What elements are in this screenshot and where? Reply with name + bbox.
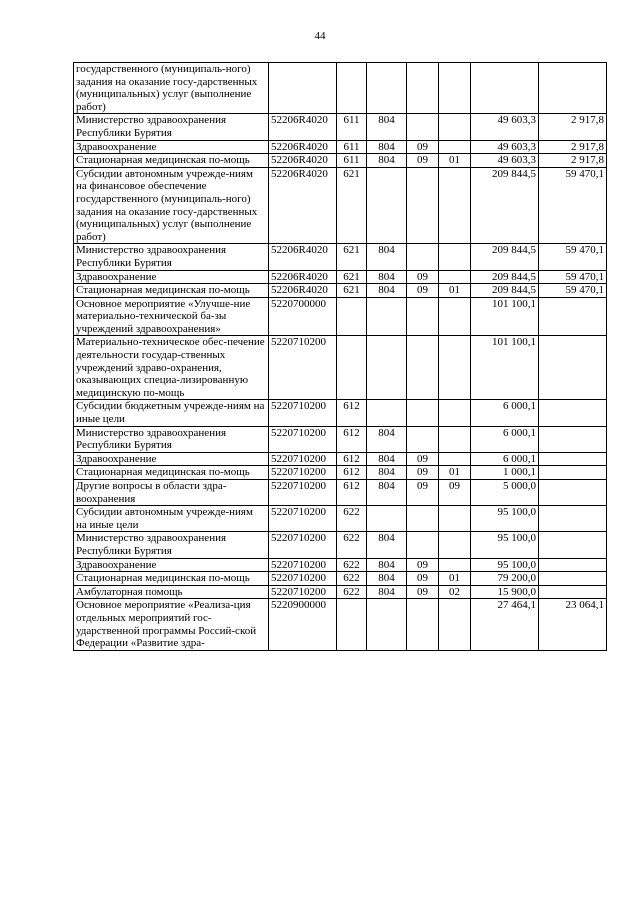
cell-target-article: 52206R4020: [269, 154, 337, 168]
cell-ministry-code: [367, 599, 407, 650]
cell-name: Министерство здравоохранения Республики Бурятия: [74, 114, 269, 140]
cell-section: [407, 336, 439, 400]
cell-name: Стационарная медицинская по-мощь: [74, 572, 269, 586]
cell-name: Субсидии бюджетным учрежде-ниям на иные цели: [74, 400, 269, 426]
cell-target-article: 5220710200: [269, 426, 337, 452]
cell-expense-type: [337, 599, 367, 650]
cell-name: Стационарная медицинская по-мощь: [74, 284, 269, 298]
cell-expense-type: 621: [337, 244, 367, 270]
cell-ministry-code: 804: [367, 270, 407, 284]
cell-target-article: 52206R4020: [269, 284, 337, 298]
cell-name: Субсидии автономным учрежде-ниям на финансовое обеспечение государственного (муниципаль-ного) задания на оказание госу-дарственных (муниципальных) услуг (выполнение работ): [74, 167, 269, 244]
cell-name: Амбулаторная помощь: [74, 585, 269, 599]
table-body: [74, 63, 607, 651]
cell-amount: 95 100,0: [471, 532, 539, 558]
table-row: [74, 400, 607, 426]
cell-amount: 6 000,1: [471, 452, 539, 466]
cell-expense-type: 612: [337, 400, 367, 426]
cell-section: 09: [407, 558, 439, 572]
table-row: [74, 297, 607, 336]
cell-target-article: 52206R4020: [269, 270, 337, 284]
cell-section: 09: [407, 480, 439, 506]
cell-target-article: 5220710200: [269, 585, 337, 599]
cell-name: Министерство здравоохранения Республики Бурятия: [74, 244, 269, 270]
cell-amount-federal: 59 470,1: [539, 270, 607, 284]
cell-expense-type: [337, 336, 367, 400]
cell-section: [407, 426, 439, 452]
cell-amount: 101 100,1: [471, 336, 539, 400]
cell-subsection: 02: [439, 585, 471, 599]
table-row: [74, 480, 607, 506]
cell-amount: 1 000,1: [471, 466, 539, 480]
cell-subsection: [439, 452, 471, 466]
cell-ministry-code: 804: [367, 480, 407, 506]
cell-amount-federal: [539, 63, 607, 114]
cell-subsection: [439, 426, 471, 452]
cell-amount-federal: [539, 572, 607, 586]
cell-subsection: [439, 140, 471, 154]
cell-expense-type: [337, 63, 367, 114]
cell-ministry-code: [367, 336, 407, 400]
cell-amount: 95 100,0: [471, 558, 539, 572]
cell-amount-federal: 2 917,8: [539, 114, 607, 140]
table-row: [74, 426, 607, 452]
cell-ministry-code: [367, 506, 407, 532]
cell-target-article: 5220710200: [269, 480, 337, 506]
cell-name: Стационарная медицинская по-мощь: [74, 154, 269, 168]
table-row: [74, 114, 607, 140]
cell-expense-type: 621: [337, 284, 367, 298]
cell-target-article: 52206R4020: [269, 114, 337, 140]
cell-target-article: 5220710200: [269, 558, 337, 572]
cell-ministry-code: 804: [367, 558, 407, 572]
cell-name: Основное мероприятие «Улучше-ние материально-технической ба-зы учреждений здравоохранения»: [74, 297, 269, 336]
table-row: [74, 558, 607, 572]
cell-ministry-code: 804: [367, 466, 407, 480]
cell-amount-federal: 59 470,1: [539, 284, 607, 298]
cell-amount: [471, 63, 539, 114]
cell-section: 09: [407, 154, 439, 168]
cell-amount-federal: 2 917,8: [539, 154, 607, 168]
cell-target-article: 5220900000: [269, 599, 337, 650]
cell-ministry-code: [367, 167, 407, 244]
cell-name: Здравоохранение: [74, 140, 269, 154]
cell-name: Основное мероприятие «Реализа-ция отдельных мероприятий гос-ударственной программы Россий-ской Федерации «Развитие здра-: [74, 599, 269, 650]
cell-expense-type: 612: [337, 426, 367, 452]
cell-section: [407, 599, 439, 650]
cell-amount: 6 000,1: [471, 400, 539, 426]
cell-section: 09: [407, 585, 439, 599]
cell-amount-federal: [539, 558, 607, 572]
cell-ministry-code: [367, 63, 407, 114]
cell-name: Министерство здравоохранения Республики Бурятия: [74, 426, 269, 452]
cell-target-article: 5220710200: [269, 452, 337, 466]
table-row: [74, 572, 607, 586]
cell-amount: 15 900,0: [471, 585, 539, 599]
cell-target-article: 5220710200: [269, 400, 337, 426]
cell-subsection: [439, 244, 471, 270]
cell-subsection: [439, 270, 471, 284]
cell-expense-type: 612: [337, 466, 367, 480]
cell-amount-federal: [539, 466, 607, 480]
cell-subsection: [439, 167, 471, 244]
cell-amount: 49 603,3: [471, 114, 539, 140]
cell-amount-federal: [539, 297, 607, 336]
cell-amount: 5 000,0: [471, 480, 539, 506]
cell-name: Субсидии автономным учрежде-ниям на иные цели: [74, 506, 269, 532]
cell-section: 09: [407, 270, 439, 284]
cell-section: [407, 244, 439, 270]
cell-target-article: 5220710200: [269, 572, 337, 586]
cell-section: [407, 532, 439, 558]
table-row: [74, 63, 607, 114]
cell-section: 09: [407, 452, 439, 466]
cell-section: 09: [407, 284, 439, 298]
cell-subsection: [439, 297, 471, 336]
cell-amount-federal: 2 917,8: [539, 140, 607, 154]
cell-ministry-code: 804: [367, 572, 407, 586]
cell-amount-federal: [539, 480, 607, 506]
cell-target-article: 52206R4020: [269, 167, 337, 244]
cell-name: государственного (муниципаль-ного) задания на оказание госу-дарственных (муниципальных) услуг (выполнение работ): [74, 63, 269, 114]
table-row: [74, 532, 607, 558]
table-row: [74, 284, 607, 298]
cell-expense-type: 621: [337, 270, 367, 284]
cell-target-article: 52206R4020: [269, 140, 337, 154]
cell-subsection: [439, 506, 471, 532]
cell-amount-federal: [539, 336, 607, 400]
cell-amount: 209 844,5: [471, 284, 539, 298]
cell-target-article: [269, 63, 337, 114]
cell-name: Здравоохранение: [74, 558, 269, 572]
cell-section: [407, 506, 439, 532]
cell-expense-type: 622: [337, 572, 367, 586]
cell-ministry-code: 804: [367, 452, 407, 466]
table-row: [74, 585, 607, 599]
cell-ministry-code: [367, 297, 407, 336]
cell-name: Министерство здравоохранения Республики Бурятия: [74, 532, 269, 558]
cell-amount: 95 100,0: [471, 506, 539, 532]
cell-amount: 79 200,0: [471, 572, 539, 586]
cell-ministry-code: 804: [367, 532, 407, 558]
cell-name: Стационарная медицинская по-мощь: [74, 466, 269, 480]
cell-ministry-code: 804: [367, 244, 407, 270]
cell-expense-type: 611: [337, 154, 367, 168]
cell-section: [407, 63, 439, 114]
cell-target-article: 5220700000: [269, 297, 337, 336]
table-row: [74, 167, 607, 244]
cell-expense-type: 622: [337, 558, 367, 572]
cell-expense-type: 611: [337, 114, 367, 140]
cell-amount: 209 844,5: [471, 270, 539, 284]
table-row: [74, 466, 607, 480]
cell-amount: 49 603,3: [471, 140, 539, 154]
cell-subsection: 01: [439, 284, 471, 298]
cell-amount-federal: [539, 426, 607, 452]
cell-expense-type: 612: [337, 452, 367, 466]
cell-expense-type: [337, 297, 367, 336]
table-row: [74, 270, 607, 284]
cell-subsection: [439, 336, 471, 400]
cell-subsection: [439, 599, 471, 650]
cell-section: 09: [407, 572, 439, 586]
cell-name: Здравоохранение: [74, 270, 269, 284]
cell-ministry-code: 804: [367, 284, 407, 298]
cell-subsection: [439, 63, 471, 114]
cell-target-article: 5220710200: [269, 466, 337, 480]
cell-ministry-code: 804: [367, 585, 407, 599]
cell-name: Другие вопросы в области здра-воохранения: [74, 480, 269, 506]
cell-section: [407, 400, 439, 426]
cell-section: [407, 167, 439, 244]
cell-subsection: [439, 400, 471, 426]
table-row: [74, 336, 607, 400]
cell-target-article: 5220710200: [269, 532, 337, 558]
page-number: 44: [314, 30, 326, 42]
cell-section: [407, 114, 439, 140]
cell-subsection: 01: [439, 466, 471, 480]
cell-name: Здравоохранение: [74, 452, 269, 466]
cell-subsection: [439, 114, 471, 140]
table-row: [74, 506, 607, 532]
cell-ministry-code: 804: [367, 154, 407, 168]
cell-ministry-code: 804: [367, 426, 407, 452]
cell-subsection: 09: [439, 480, 471, 506]
cell-amount-federal: 59 470,1: [539, 244, 607, 270]
table-row: [74, 154, 607, 168]
table-row: [74, 452, 607, 466]
cell-amount-federal: 23 064,1: [539, 599, 607, 650]
cell-name: Материально-техническое обес-печение деятельности государ-ственных учреждений здраво-охранения, оказывающих специа-лизированную медицинскую по-мощь: [74, 336, 269, 400]
cell-subsection: 01: [439, 154, 471, 168]
cell-amount-federal: [539, 400, 607, 426]
table-row: [74, 244, 607, 270]
cell-expense-type: 611: [337, 140, 367, 154]
table-row: [74, 599, 607, 650]
cell-amount-federal: [539, 532, 607, 558]
cell-amount: 209 844,5: [471, 244, 539, 270]
cell-section: 09: [407, 466, 439, 480]
cell-amount: 27 464,1: [471, 599, 539, 650]
cell-ministry-code: 804: [367, 114, 407, 140]
cell-expense-type: 621: [337, 167, 367, 244]
cell-amount: 6 000,1: [471, 426, 539, 452]
cell-amount: 101 100,1: [471, 297, 539, 336]
cell-section: 09: [407, 140, 439, 154]
cell-target-article: 5220710200: [269, 336, 337, 400]
cell-amount-federal: [539, 585, 607, 599]
cell-subsection: 01: [439, 572, 471, 586]
cell-amount-federal: [539, 506, 607, 532]
cell-expense-type: 622: [337, 585, 367, 599]
table-row: [74, 140, 607, 154]
cell-expense-type: 622: [337, 506, 367, 532]
cell-amount: 209 844,5: [471, 167, 539, 244]
budget-table: [73, 62, 607, 651]
cell-ministry-code: 804: [367, 140, 407, 154]
cell-amount: 49 603,3: [471, 154, 539, 168]
cell-ministry-code: [367, 400, 407, 426]
cell-section: [407, 297, 439, 336]
cell-subsection: [439, 558, 471, 572]
cell-expense-type: 622: [337, 532, 367, 558]
cell-subsection: [439, 532, 471, 558]
cell-target-article: 52206R4020: [269, 244, 337, 270]
cell-amount-federal: 59 470,1: [539, 167, 607, 244]
cell-target-article: 5220710200: [269, 506, 337, 532]
cell-expense-type: 612: [337, 480, 367, 506]
cell-amount-federal: [539, 452, 607, 466]
